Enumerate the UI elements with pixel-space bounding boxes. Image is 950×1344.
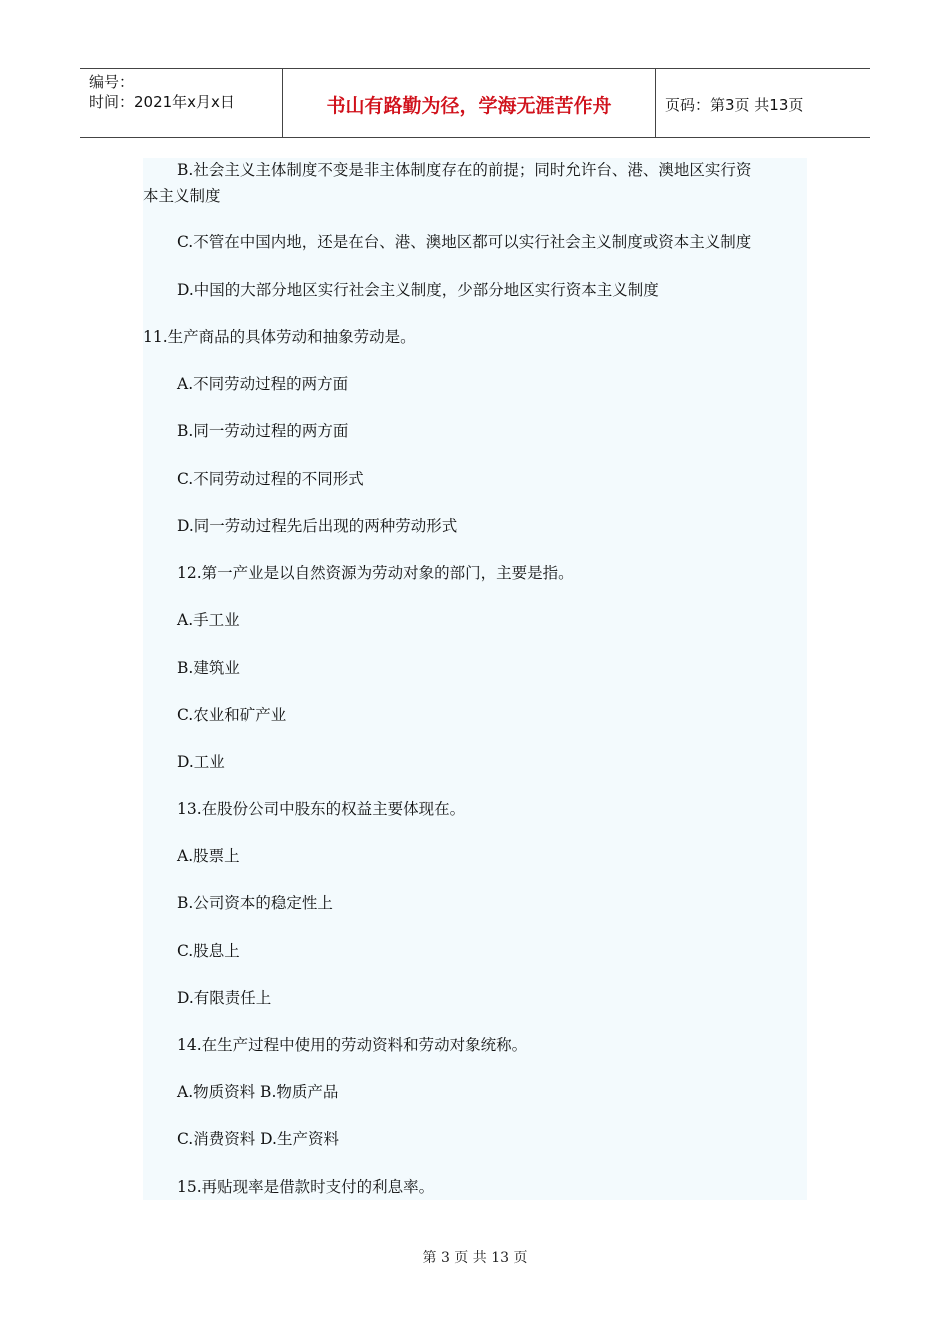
option-line: D.有限责任上 [177, 989, 272, 1007]
number-label: 编号： [89, 73, 135, 91]
question-line: 15.再贴现率是借款时支付的利息率。 [177, 1178, 435, 1196]
date-label: 时间：2021年x月x日 [89, 93, 235, 111]
option-line: C.农业和矿产业 [177, 706, 287, 724]
question-line: 11.生产商品的具体劳动和抽象劳动是。 [143, 328, 416, 346]
motto: 书山有路勤为径，学海无涯苦作舟 [326, 95, 612, 117]
option-line: B.公司资本的稳定性上 [177, 894, 333, 912]
option-line: C.不管在中国内地，还是在台、港、澳地区都可以实行社会主义制度或资本主义制度 [177, 233, 752, 251]
page-footer: 第 3 页 共 13 页 [422, 1250, 528, 1266]
question-line: 13.在股份公司中股东的权益主要体现在。 [177, 800, 466, 818]
option-line: C.消费资料 D.生产资料 [177, 1130, 339, 1148]
option-line: A.股票上 [177, 847, 240, 865]
document-header [80, 68, 870, 138]
option-line: 本主义制度 [143, 187, 221, 205]
header-left-cell [80, 69, 282, 137]
option-line: D.工业 [177, 753, 225, 771]
header-page-cell [655, 69, 870, 137]
option-line: D.同一劳动过程先后出现的两种劳动形式 [177, 517, 458, 535]
question-line: 14.在生产过程中使用的劳动资料和劳动对象统称。 [177, 1036, 528, 1054]
option-line: D.中国的大部分地区实行社会主义制度，少部分地区实行资本主义制度 [177, 281, 659, 299]
option-line: B.同一劳动过程的两方面 [177, 422, 349, 440]
option-line: A.手工业 [177, 611, 240, 629]
option-line: C.股息上 [177, 942, 240, 960]
header-motto-cell [282, 69, 656, 137]
page-info: 页码：第3页 共13页 [665, 96, 804, 114]
option-line: B.建筑业 [177, 659, 240, 677]
option-line: B.社会主义主体制度不变是非主体制度存在的前提；同时允许台、港、澳地区实行资 [177, 161, 752, 179]
option-line: A.不同劳动过程的两方面 [177, 375, 349, 393]
question-line: 12.第一产业是以自然资源为劳动对象的部门，主要是指。 [177, 564, 574, 582]
option-line: C.不同劳动过程的不同形式 [177, 470, 364, 488]
option-line: A.物质资料 B.物质产品 [177, 1083, 339, 1101]
